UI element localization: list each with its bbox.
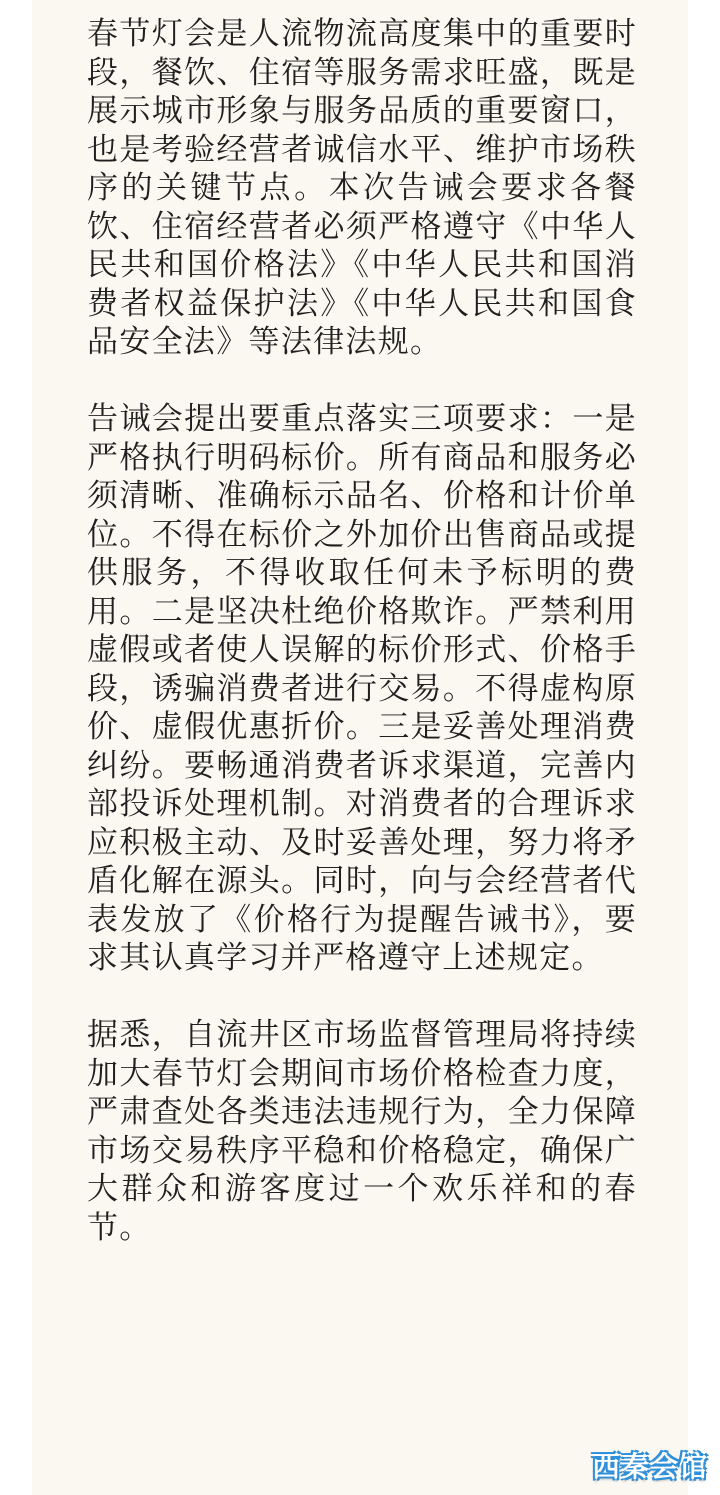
article-paragraph-3: 据悉，自流井区市场监督管理局将持续加大春节灯会期间市场价格检查力度，严肃查处各类违法违规行为，全力保障市场交易秩序平稳和价格稳定，确保广大群众和游客度过一个欢乐祥和的春节。	[87, 1017, 637, 1246]
watermark-logo: 西秦会馆	[591, 1450, 708, 1483]
article-paragraph-2: 告诫会提出要重点落实三项要求：一是严格执行明码标价。所有商品和服务必须清晰、准确标示品名、价格和计价单位。不得在标价之外加价出售商品或提供服务，不得收取任何未予标明的费用。二是坚决杜绝价格欺诈。严禁利用虚假或者使人误解的标价形式、价格手段，诱骗消费者进行交易。不得虚构原价、虚假优惠折价。三是妥善处理消费纠纷。要畅通消费者诉求渠道，完善内部投诉处理机制。对消费者的合理诉求应积极主动、及时妥善处理，努力将矛盾化解在源头。同时，向与会经营者代表发放了《价格行为提醒告诫书》，要求其认真学习并严格遵守上述规定。	[87, 401, 637, 976]
article-body	[87, 15, 637, 1247]
article-paragraph-1: 春节灯会是人流物流高度集中的重要时段，餐饮、住宿等服务需求旺盛，既是展示城市形象与服务品质的重要窗口，也是考验经营者诚信水平、维护市场秩序的关键节点。本次告诫会要求各餐饮、住宿经营者必须严格遵守《中华人民共和国价格法》《中华人民共和国消费者权益保护法》《中华人民共和国食品安全法》等法律法规。	[87, 16, 637, 360]
